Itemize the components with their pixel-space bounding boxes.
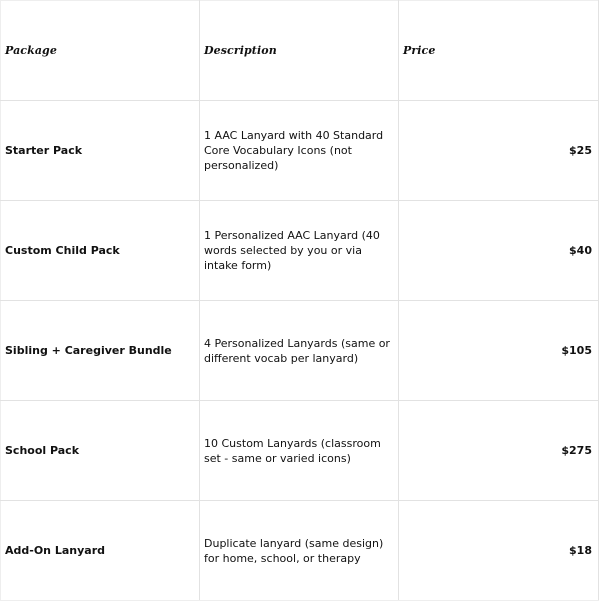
package-name: School Pack [1,401,200,501]
table-row [1,501,599,601]
table-header-row [1,1,599,101]
package-description: 1 Personalized AAC Lanyard (40 words selected by you or via intake form) [200,201,399,301]
package-price: $40 [399,201,599,301]
package-name: Add-On Lanyard [1,501,200,601]
table-row [1,301,599,401]
package-price: $105 [399,301,599,401]
package-name: Sibling + Caregiver Bundle [1,301,200,401]
package-price: $25 [399,101,599,201]
package-name: Custom Child Pack [1,201,200,301]
package-price: $18 [399,501,599,601]
header-price: Price [399,1,599,101]
table-row [1,101,599,201]
package-description: Duplicate lanyard (same design) for home, school, or therapy [200,501,399,601]
table-row [1,201,599,301]
package-name: Starter Pack [1,101,200,201]
header-description: Description [200,1,399,101]
table-row [1,401,599,501]
package-description: 1 AAC Lanyard with 40 Standard Core Vocabulary Icons (not personalized) [200,101,399,201]
header-package: Package [1,1,200,101]
package-description: 4 Personalized Lanyards (same or different vocab per lanyard) [200,301,399,401]
package-price: $275 [399,401,599,501]
package-description: 10 Custom Lanyards (classroom set - same or varied icons) [200,401,399,501]
